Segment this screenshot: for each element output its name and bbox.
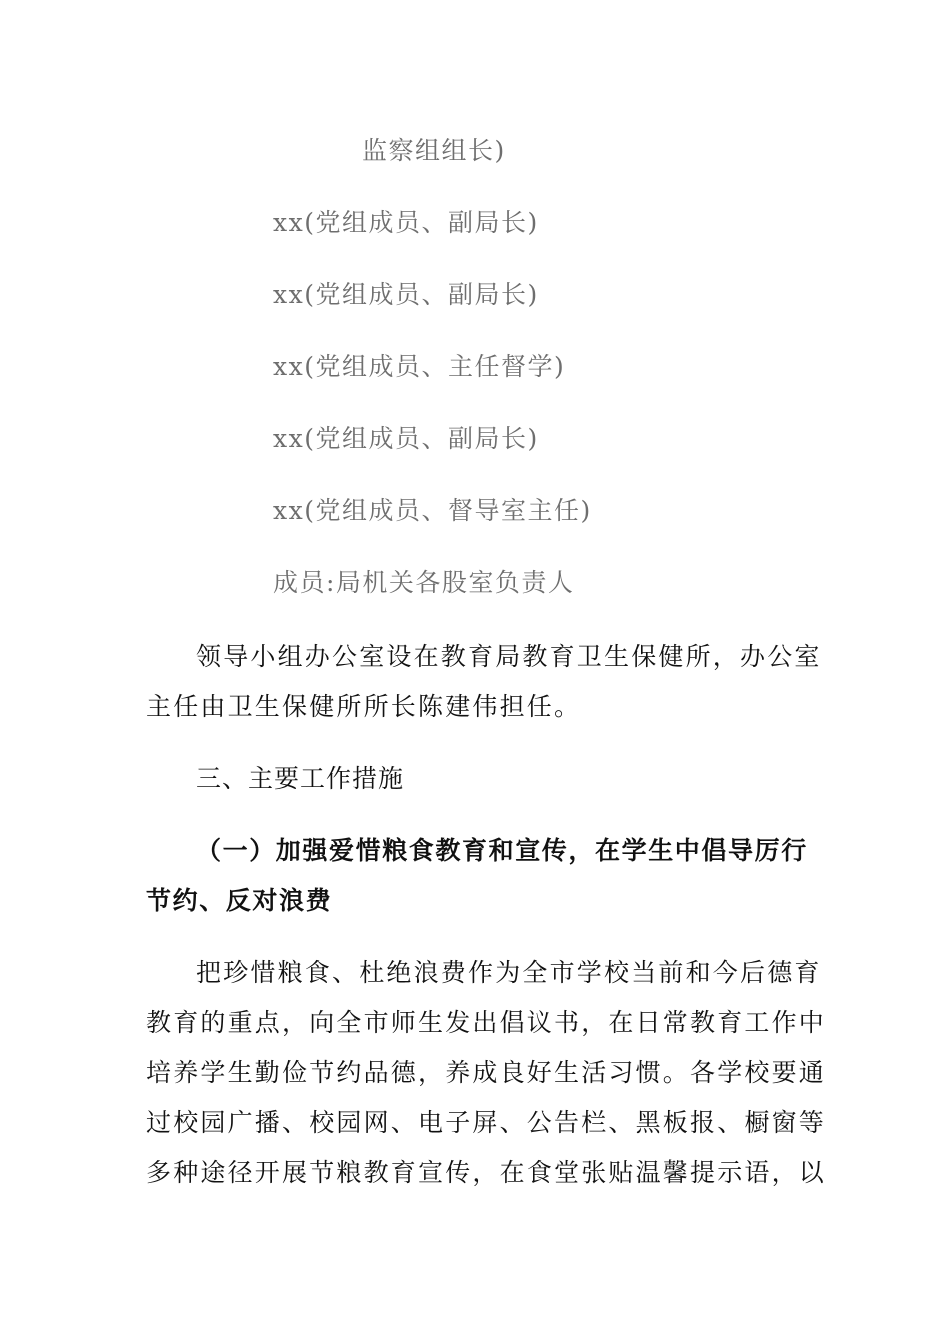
paragraph-line: 多种途径开展节粮教育宣传，在食堂张贴温馨提示语，以: [146, 1158, 827, 1187]
member-line: xx(党组成员、副局长): [273, 280, 539, 309]
paragraph-line: 领导小组办公室设在教育局教育卫生保健所，办公室: [196, 642, 822, 671]
paragraph-line: 把珍惜粮食、杜绝浪费作为全市学校当前和今后德育: [196, 958, 822, 987]
paragraph-line: 主任由卫生保健所所长陈建伟担任。: [146, 692, 582, 721]
member-line: xx(党组成员、副局长): [273, 424, 539, 453]
subsection-heading-line: 节约、反对浪费: [146, 886, 333, 915]
member-line: 监察组组长): [362, 136, 506, 165]
member-line: xx(党组成员、督导室主任): [273, 496, 592, 525]
paragraph-line: 过校园广播、校园网、电子屏、公告栏、黑板报、橱窗等: [146, 1108, 827, 1137]
subsection-heading-line: （一）加强爱惜粮食教育和宣传，在学生中倡导厉行: [196, 836, 808, 865]
member-line: xx(党组成员、主任督学): [273, 352, 566, 381]
members-line: 成员:局机关各股室负责人: [273, 568, 575, 597]
paragraph-line: 教育的重点，向全市师生发出倡议书，在日常教育工作中: [146, 1008, 827, 1037]
paragraph-line: 培养学生勤俭节约品德，养成良好生活习惯。各学校要通: [146, 1058, 827, 1087]
member-line: xx(党组成员、副局长): [273, 208, 539, 237]
section-heading: 三、主要工作措施: [196, 764, 405, 793]
